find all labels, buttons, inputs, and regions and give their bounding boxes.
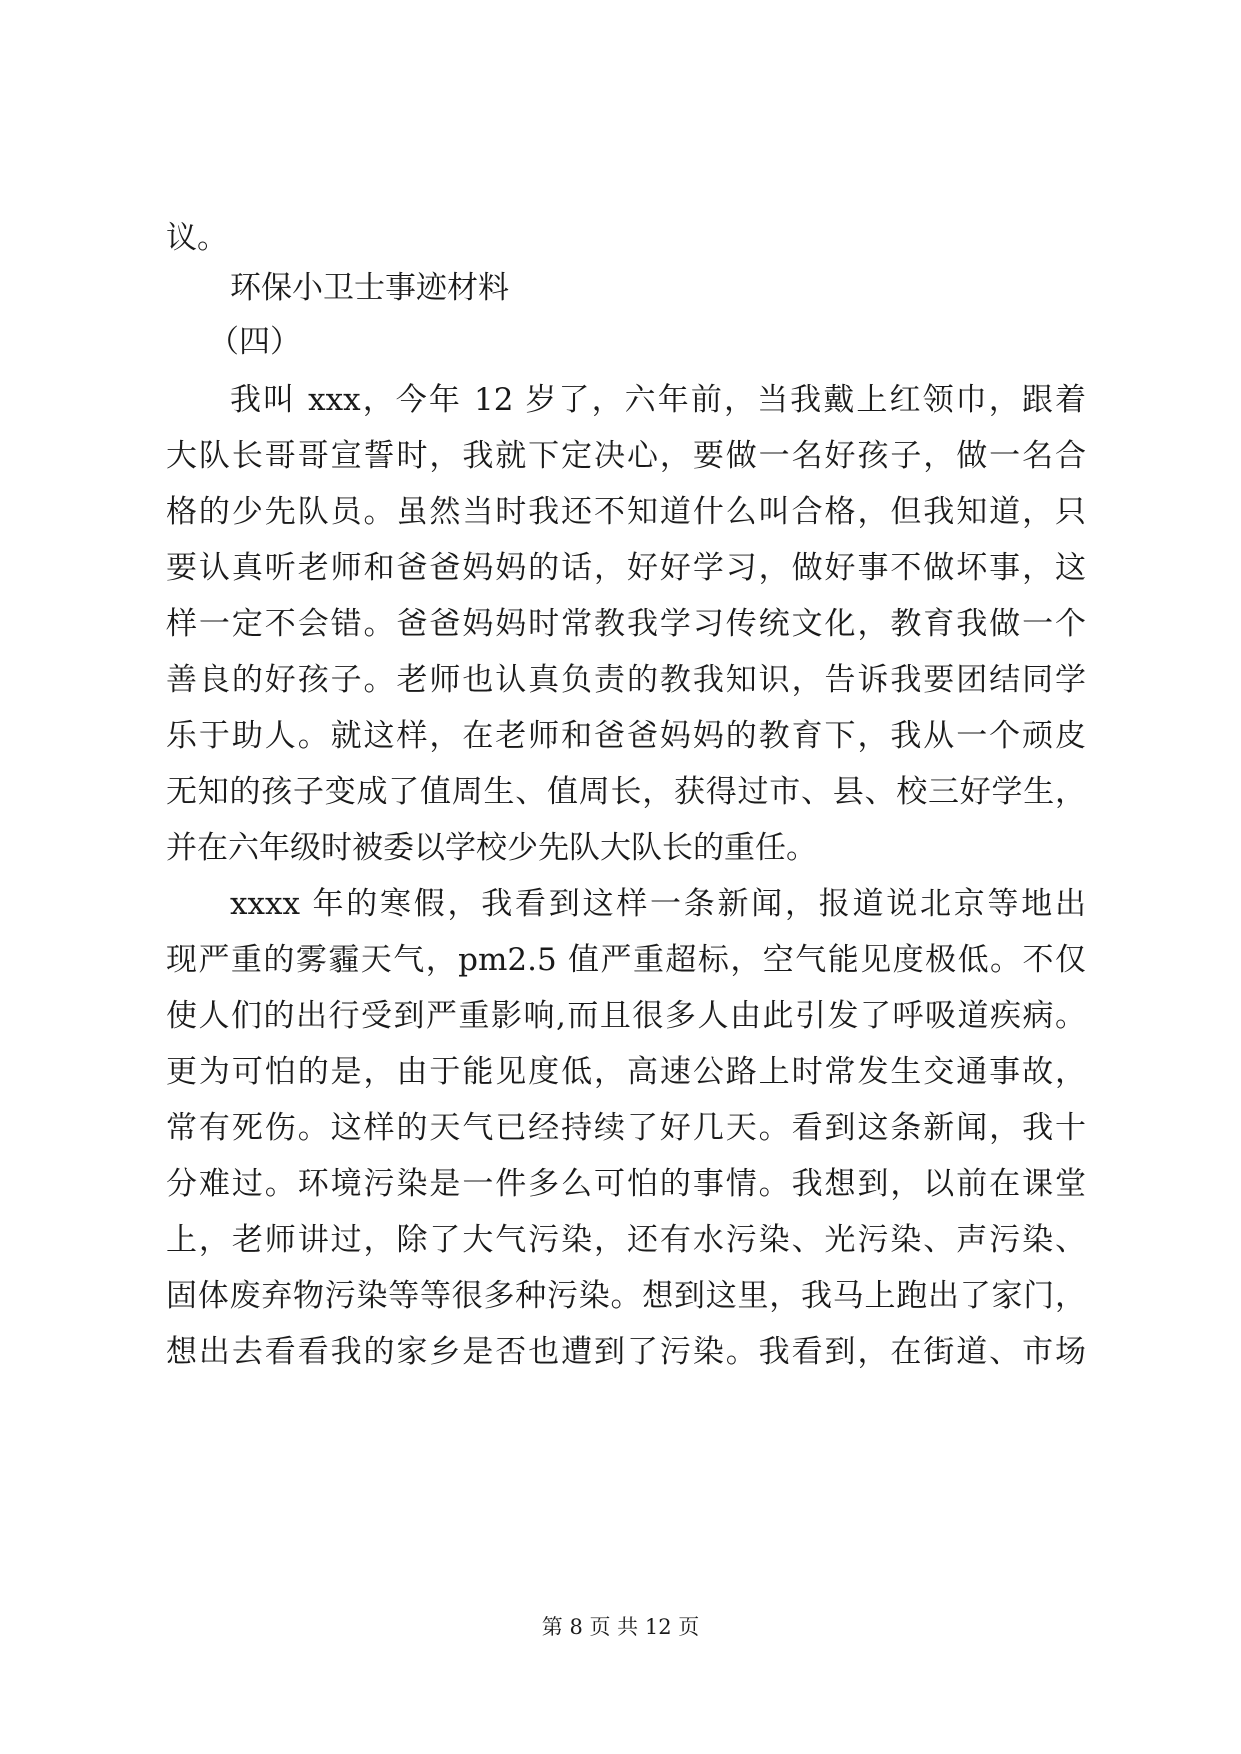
- paragraph-line: 要认真听老师和爸爸妈妈的话，好好学习，做好事不做坏事，这: [166, 550, 1086, 586]
- paragraph-line: 样一定不会错。爸爸妈妈时常教我学习传统文化，教育我做一个: [166, 606, 1086, 642]
- paragraph-line: 并在六年级时被委以学校少先队大队长的重任。: [166, 830, 817, 866]
- paragraph-line: 更为可怕的是，由于能见度低，高速公路上时常发生交通事故，: [166, 1054, 1086, 1090]
- paragraph-line: 想出去看看我的家乡是否也遭到了污染。我看到，在街道、市场: [166, 1334, 1086, 1370]
- paragraph-line: 大队长哥哥宣誓时，我就下定决心，要做一名好孩子，做一名合: [166, 438, 1086, 474]
- section-title: 环保小卫士事迹材料: [230, 270, 509, 306]
- paragraph-line: 现严重的雾霾天气，pm2.5 值严重超标，空气能见度极低。不仅: [166, 942, 1086, 978]
- paragraph-line: 分难过。环境污染是一件多么可怕的事情。我想到，以前在课堂: [166, 1166, 1086, 1202]
- paragraph-line: 使人们的出行受到严重影响,而且很多人由此引发了呼吸道疾病。: [166, 998, 1086, 1034]
- paragraph-line: 善良的好孩子。老师也认真负责的教我知识，告诉我要团结同学: [166, 662, 1086, 698]
- paragraph-line: xxxx 年的寒假，我看到这样一条新闻，报道说北京等地出: [230, 886, 1086, 922]
- paragraph-line: 常有死伤。这样的天气已经持续了好几天。看到这条新闻，我十: [166, 1110, 1086, 1146]
- paragraph-line: 无知的孩子变成了值周生、值周长，获得过市、县、校三好学生，: [166, 774, 1086, 810]
- paragraph-line: 乐于助人。就这样，在老师和爸爸妈妈的教育下，我从一个顽皮: [166, 718, 1086, 754]
- paragraph-line: 我叫 xxx，今年 12 岁了，六年前，当我戴上红领巾，跟着: [230, 382, 1086, 418]
- section-number: （四）: [208, 324, 301, 360]
- paragraph-line: 上，老师讲过，除了大气污染，还有水污染、光污染、声污染、: [166, 1222, 1086, 1258]
- text-line: 议。: [166, 220, 228, 256]
- paragraph-line: 格的少先队员。虽然当时我还不知道什么叫合格，但我知道，只: [166, 494, 1086, 530]
- paragraph-line: 固体废弃物污染等等很多种污染。想到这里，我马上跑出了家门，: [166, 1278, 1086, 1314]
- page-number-footer: 第 8 页 共 12 页: [541, 1615, 700, 1639]
